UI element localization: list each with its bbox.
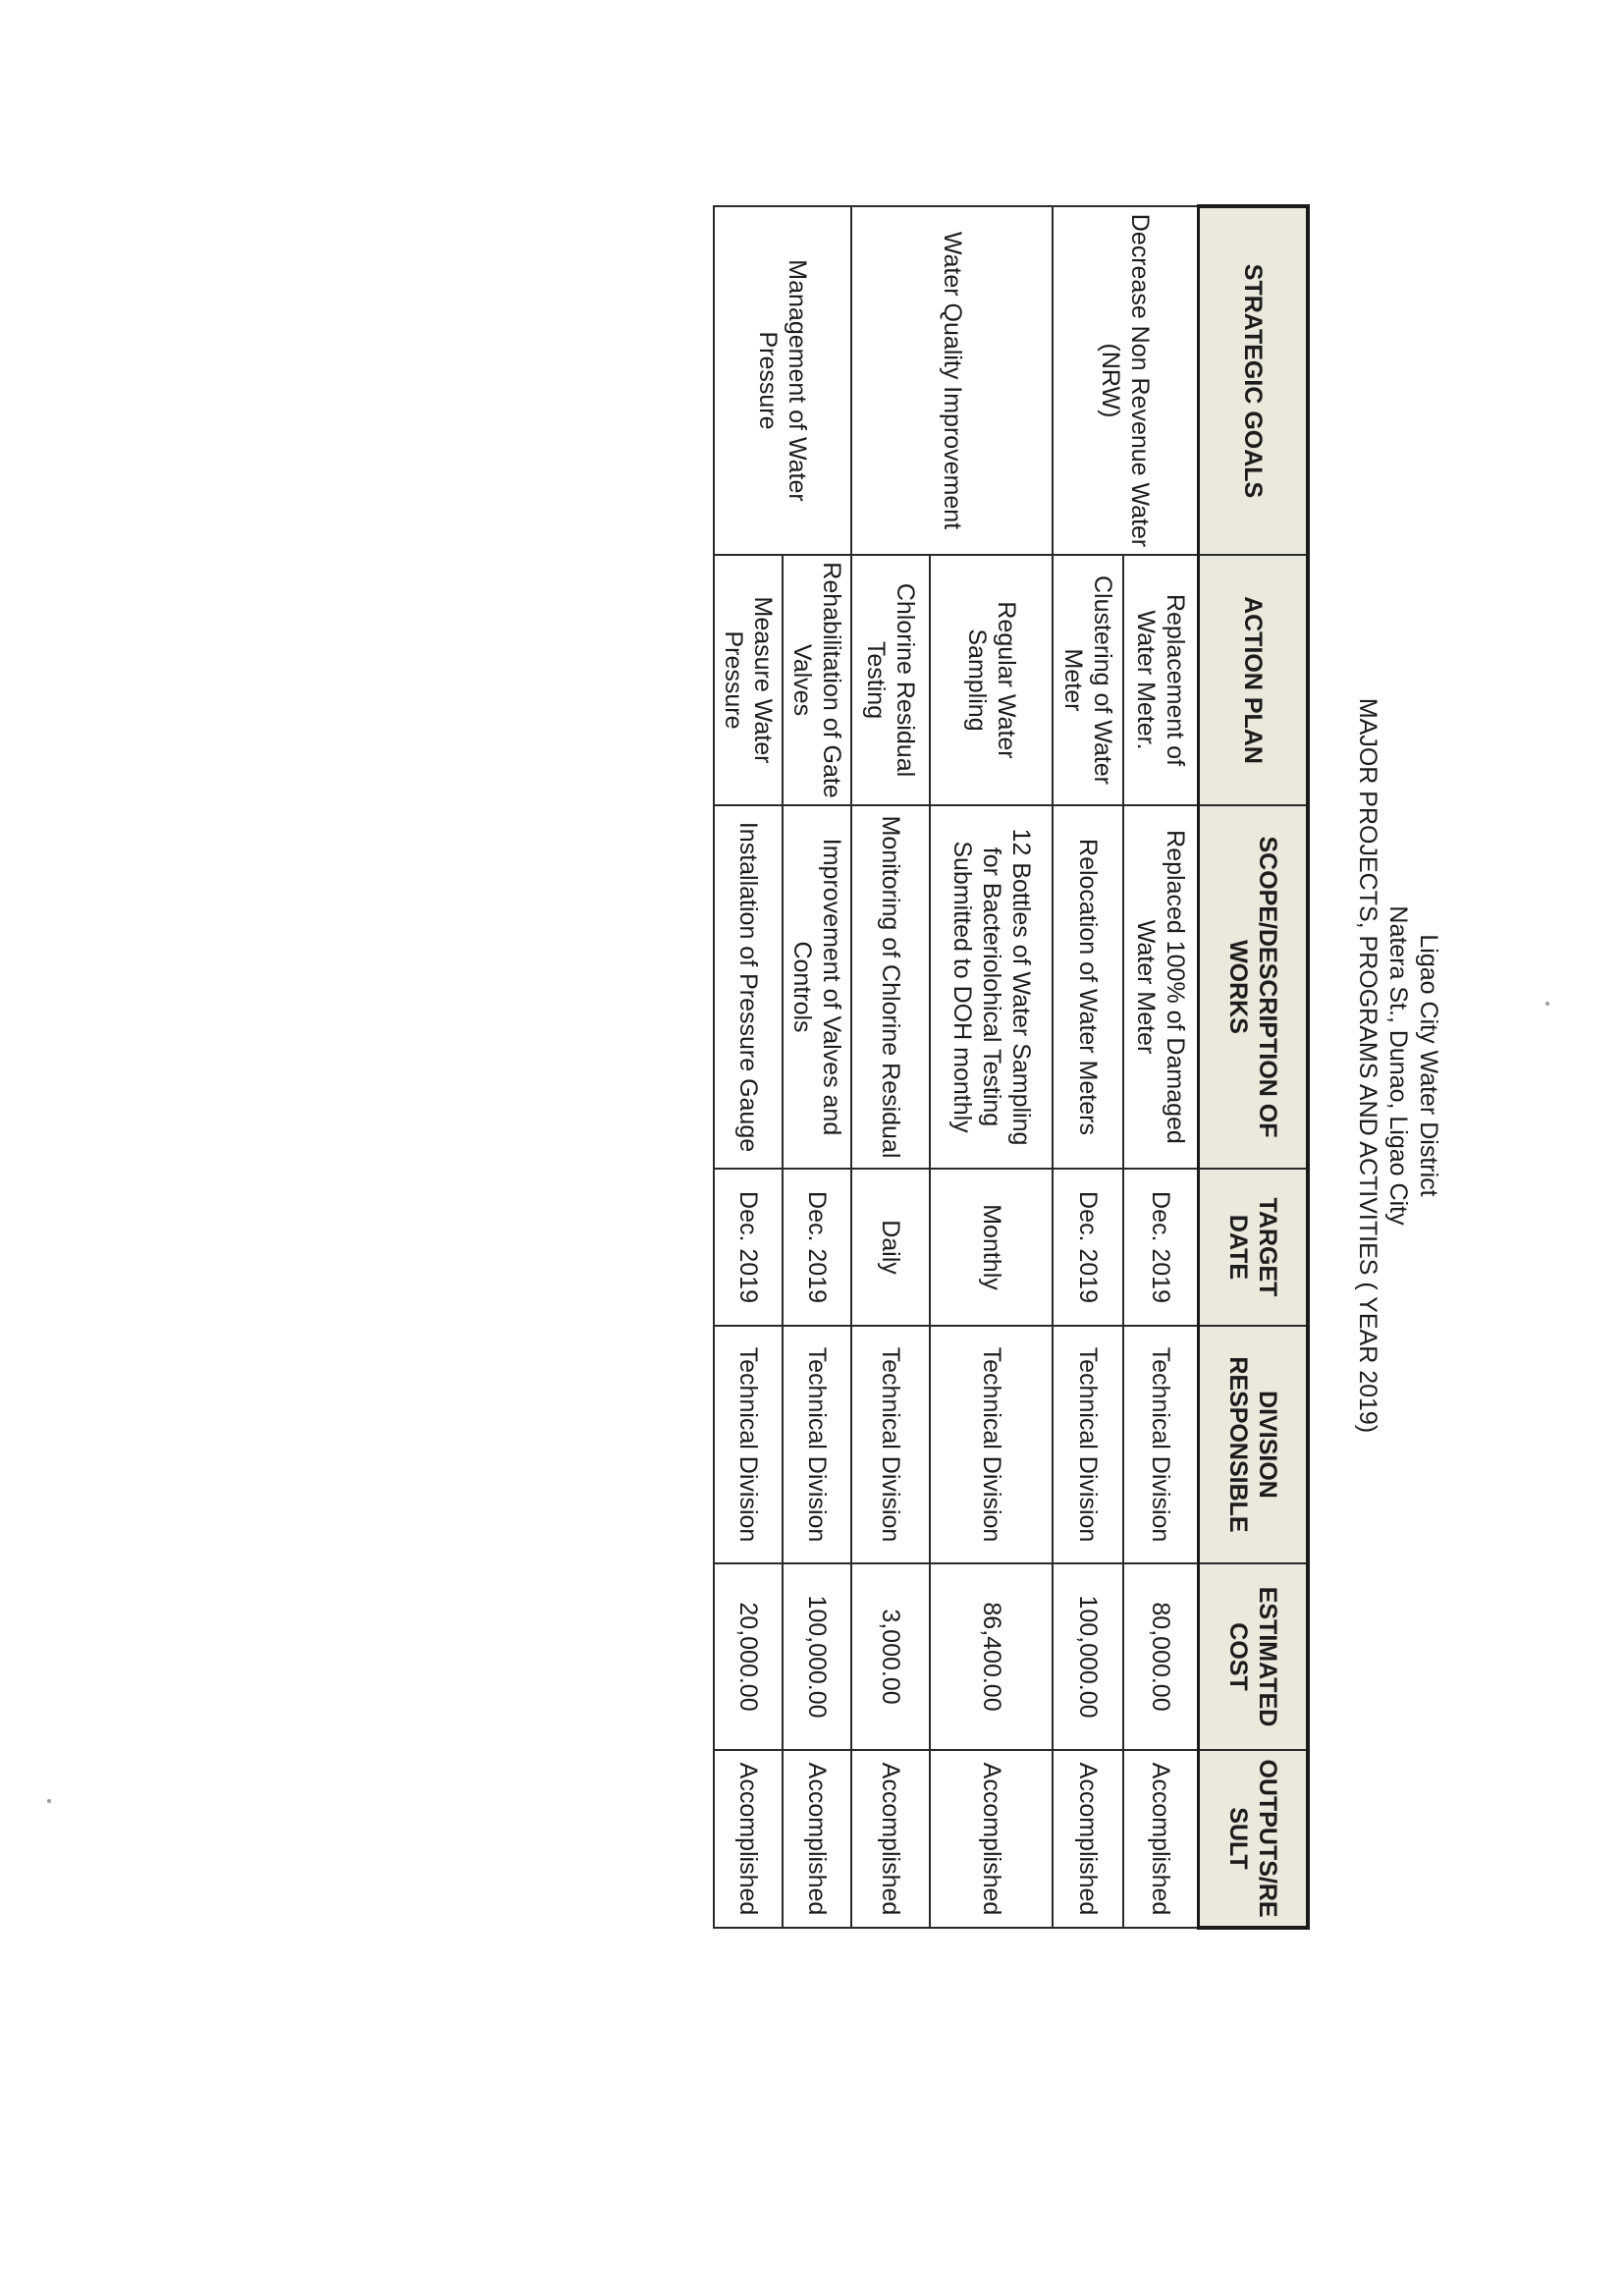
action-plan-cell: Regular Water Sampling bbox=[931, 555, 1054, 805]
organization-address: Natera St., Dunao, Ligao City bbox=[1384, 905, 1412, 1226]
division-cell: Technical Division bbox=[1124, 1326, 1199, 1563]
goal-cell: Water Quality Improvement bbox=[852, 206, 1054, 555]
scan-speck bbox=[47, 1799, 51, 1803]
action-plan-cell: Measure Water Pressure bbox=[715, 555, 784, 805]
division-cell: Technical Division bbox=[784, 1326, 852, 1563]
division-cell: Technical Division bbox=[1054, 1326, 1124, 1563]
cost-cell: 80,000.00 bbox=[1124, 1563, 1199, 1750]
header-division: DIVISION RESPONSIBLE bbox=[1199, 1326, 1309, 1563]
division-cell: Technical Division bbox=[715, 1326, 784, 1563]
scope-cell: Replaced 100% of Damaged Water Meter bbox=[1124, 805, 1199, 1169]
cost-cell: 100,000.00 bbox=[784, 1563, 852, 1750]
scan-speck bbox=[1545, 1002, 1549, 1006]
result-cell: Accomplished bbox=[715, 1750, 784, 1928]
division-cell: Technical Division bbox=[931, 1326, 1054, 1563]
scope-cell: 12 Bottles of Water Sampling for Bacteriolohical Testing Submitted to DOH monthly bbox=[931, 805, 1054, 1169]
table-row bbox=[931, 206, 1054, 1928]
document-heading bbox=[1352, 157, 1443, 1974]
header-action-plan: ACTION PLAN bbox=[1199, 555, 1309, 805]
result-cell: Accomplished bbox=[1054, 1750, 1124, 1928]
header-scope: SCOPE/DESCRIPTION OF WORKS bbox=[1199, 805, 1309, 1169]
scope-cell: Relocation of Water Meters bbox=[1054, 805, 1124, 1169]
header-estimated-cost: ESTIMATED COST bbox=[1199, 1563, 1309, 1750]
action-plan-cell: Rehabilitation of Gate Valves bbox=[784, 555, 852, 805]
goal-cell: Management of Water Pressure bbox=[715, 206, 852, 555]
document-title: MAJOR PROJECTS, PROGRAMS AND ACTIVITIES ( YEAR 2019) bbox=[1354, 697, 1381, 1434]
target-date-cell: Dec. 2019 bbox=[784, 1169, 852, 1326]
scope-cell: Monitoring of Chlorine Residual bbox=[852, 805, 931, 1169]
target-date-cell: Dec. 2019 bbox=[715, 1169, 784, 1326]
header-outputs: OUTPUTS/RESULT bbox=[1199, 1750, 1309, 1928]
table-header-row bbox=[1199, 206, 1309, 1928]
action-plan-cell: Clustering of Water Meter bbox=[1054, 555, 1124, 805]
document-page bbox=[206, 157, 1483, 1974]
division-cell: Technical Division bbox=[852, 1326, 931, 1563]
scope-cell: Installation of Pressure Gauge bbox=[715, 805, 784, 1169]
target-date-cell: Dec. 2019 bbox=[1054, 1169, 1124, 1326]
cost-cell: 3,000.00 bbox=[852, 1563, 931, 1750]
header-strategic-goals: STRATEGIC GOALS bbox=[1199, 206, 1309, 555]
table-row bbox=[784, 206, 852, 1928]
header-target-date: TARGET DATE bbox=[1199, 1169, 1309, 1326]
result-cell: Accomplished bbox=[852, 1750, 931, 1928]
projects-table bbox=[714, 204, 1311, 1930]
table-row bbox=[1124, 206, 1199, 1928]
scope-cell: Improvement of Valves and Controls bbox=[784, 805, 852, 1169]
target-date-cell: Dec. 2019 bbox=[1124, 1169, 1199, 1326]
target-date-cell: Monthly bbox=[931, 1169, 1054, 1326]
cost-cell: 86,400.00 bbox=[931, 1563, 1054, 1750]
goal-cell: Decrease Non Revenue Water (NRW) bbox=[1054, 206, 1199, 555]
cost-cell: 20,000.00 bbox=[715, 1563, 784, 1750]
result-cell: Accomplished bbox=[1124, 1750, 1199, 1928]
cost-cell: 100,000.00 bbox=[1054, 1563, 1124, 1750]
result-cell: Accomplished bbox=[784, 1750, 852, 1928]
action-plan-cell: Chlorine Residual Testing bbox=[852, 555, 931, 805]
organization-name: Ligao City Water District bbox=[1415, 934, 1442, 1197]
action-plan-cell: Replacement of Water Meter. bbox=[1124, 555, 1199, 805]
result-cell: Accomplished bbox=[931, 1750, 1054, 1928]
target-date-cell: Daily bbox=[852, 1169, 931, 1326]
